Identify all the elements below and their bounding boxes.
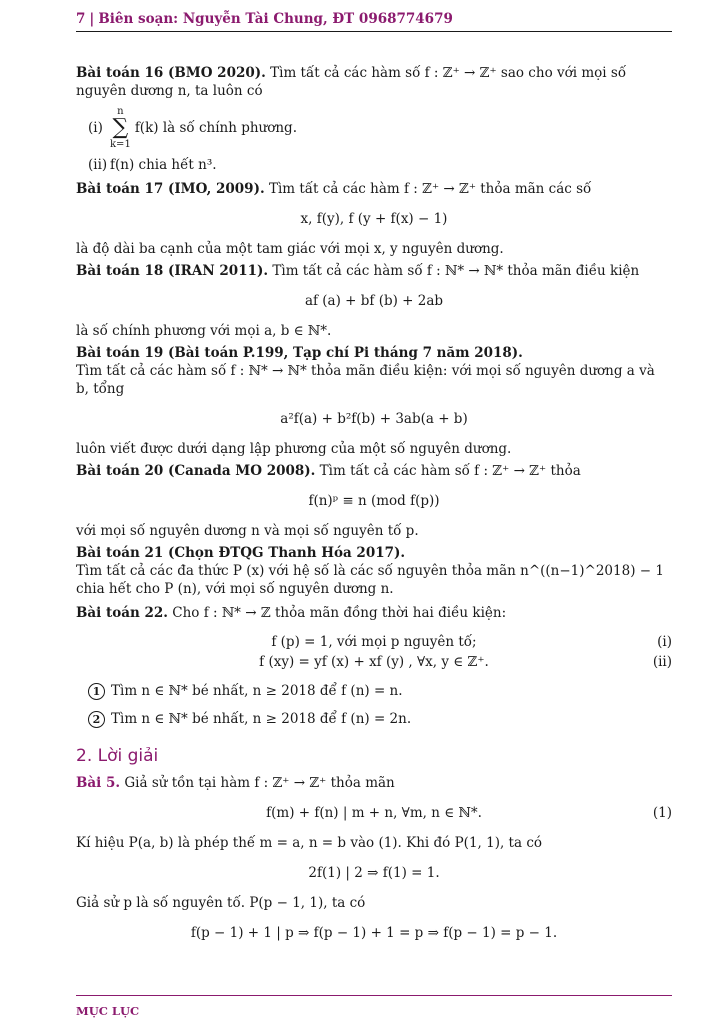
circled-number: 1 <box>88 683 105 700</box>
problem-20-after: với mọi số nguyên dương n và mọi số nguyên tố p. <box>76 523 419 539</box>
solution-intro: Bài 5. Giả sử tồn tại hàm f : ℤ⁺ → ℤ⁺ thỏa mãn <box>76 775 395 791</box>
problem-20: Bài toán 20 (Canada MO 2008). Tìm tất cả các hàm số f : ℤ⁺ → ℤ⁺ thỏa <box>76 463 581 479</box>
footer-toc-link[interactable]: MỤC LỤC <box>76 995 672 1018</box>
page <box>76 0 672 1024</box>
problem-19-text: Tìm tất cả các hàm số f : ℕ* → ℕ* thỏa mãn điều kiện: với mọi số nguyên dương a và b, tổng <box>76 363 655 397</box>
problem-18-equation: af (a) + bf (b) + 2ab <box>304 293 444 309</box>
problem-21-text: Tìm tất cả các đa thức P (x) với hệ số là các số nguyên thỏa mãn n^((n−1)^2018) − 1 chia hết cho P (n), với mọi số nguyên dương n. <box>76 563 664 597</box>
problem-19-title: Bài toán 19 (Bài toán P.199, Tạp chí Pi tháng 7 năm 2018). <box>76 345 523 361</box>
problem-22-conditions <box>76 632 672 672</box>
problem-17-after: là độ dài ba cạnh của một tam giác với mọi x, y nguyên dương. <box>76 241 504 257</box>
sum-symbol: n ∑ k=1 <box>110 106 131 150</box>
problem-16-cond-1: (i) n ∑ k=1 f(k) là số chính phương. <box>88 106 297 150</box>
problem-22-task-1: 1 Tìm n ∈ ℕ* bé nhất, n ≥ 2018 để f (n) = n. <box>88 682 672 700</box>
problem-22: Bài toán 22. Cho f : ℕ* → ℤ thỏa mãn đồng thời hai điều kiện: <box>76 605 507 621</box>
page-header: 7 | Biên soạn: Nguyễn Tài Chung, ĐT 0968774679 <box>76 11 672 32</box>
problem-19-equation: a²f(a) + b²f(b) + 3ab(a + b) <box>280 411 468 427</box>
problem-22-eq-2: f (xy) = yf (x) + xf (y) , ∀x, y ∈ ℤ⁺. (ii) <box>259 654 672 670</box>
circled-number: 2 <box>88 711 105 728</box>
problem-17: Bài toán 17 (IMO, 2009). Tìm tất cả các hàm f : ℤ⁺ → ℤ⁺ thỏa mãn các số <box>76 181 592 197</box>
solution-equation-3: f(p − 1) + 1 | p ⇒ f(p − 1) + 1 = p ⇒ f(p − 1) = p − 1. <box>190 925 558 941</box>
solution-line-3: Giả sử p là số nguyên tố. P(p − 1, 1), ta có <box>76 895 366 911</box>
problem-18-after: là số chính phương với mọi a, b ∈ ℕ*. <box>76 323 332 339</box>
page-number: 7 <box>76 11 86 27</box>
problem-16: Bài toán 16 (BMO 2020). Tìm tất cả các hàm số f : ℤ⁺ → ℤ⁺ sao cho với mọi số nguyên dương n, ta luôn có <box>76 65 627 99</box>
problem-16-cond-2: (ii) f(n) chia hết n³. <box>88 157 217 173</box>
section-title: 2. Lời giải <box>76 746 159 766</box>
content <box>76 60 672 954</box>
problem-19-after: luôn viết được dưới dạng lập phương của một số nguyên dương. <box>76 441 512 457</box>
solution-equation-2: 2f(1) | 2 ⇒ f(1) = 1. <box>308 865 440 881</box>
problem-21-title: Bài toán 21 (Chọn ĐTQG Thanh Hóa 2017). <box>76 545 406 561</box>
problem-20-equation: f(n)ᵖ ≡ n (mod f(p)) <box>308 493 440 509</box>
problem-17-equation: x, f(y), f (y + f(x) − 1) <box>300 211 448 227</box>
solution-equation-1: f(m) + f(n) | m + n, ∀m, n ∈ ℕ*. (1) <box>266 805 672 821</box>
problem-22-eq-1: f (p) = 1, với mọi p nguyên tố; (i) <box>271 634 672 650</box>
solution-line-2: Kí hiệu P(a, b) là phép thế m = a, n = b vào (1). Khi đó P(1, 1), ta có <box>76 835 543 851</box>
problem-22-task-2: 2 Tìm n ∈ ℕ* bé nhất, n ≥ 2018 để f (n) = 2n. <box>88 710 672 728</box>
problem-18: Bài toán 18 (IRAN 2011). Tìm tất cả các hàm số f : ℕ* → ℕ* thỏa mãn điều kiện <box>76 263 640 279</box>
author-line: Biên soạn: Nguyễn Tài Chung, ĐT 0968774679 <box>98 11 453 27</box>
